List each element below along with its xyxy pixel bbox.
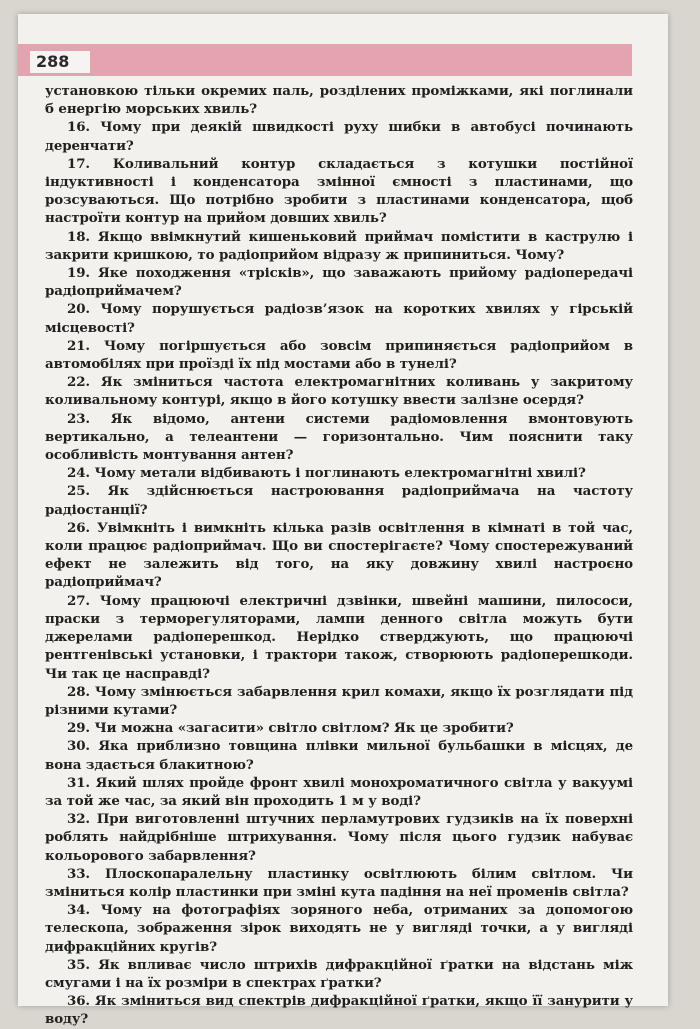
question-17: 17. Коливальний контур складається з котушки постійної індуктивності і конденсатора змінної ємності з пластинами, що розсуваються. Що потрібно зробити з пластинами конденсатора, щоб настроїти контур на прийом довших хвиль? — [45, 155, 633, 227]
question-33: 33. Плоскопаралельну пластинку освітлюють білим світлом. Чи зміниться колір пластинки при зміні кута падіння на неї променів світла? — [45, 865, 633, 900]
question-26: 26. Увімкніть і вимкніть кілька разів освітлення в кімнаті в той час, коли працює радіоприймач. Що ви спостерігаєте? Чому спостережуваний ефект не залежить від того, на яку довжину хвилі настроєно радіоприймач? — [45, 519, 633, 591]
question-35: 35. Як впливає число штрихів дифракційної ґратки на відстань між смугами і на їх розміри в спектрах ґратки? — [45, 956, 633, 991]
question-34: 34. Чому на фотографіях зоряного неба, отриманих за допомогою телескопа, зображення зірок виходять не у вигляді точки, а у вигляді дифракційних кругів? — [45, 902, 633, 955]
question-29: 29. Чи можна «загасити» світло світлом? Як це зробити? — [67, 720, 514, 737]
question-31: 31. Який шлях пройде фронт хвилі монохроматичного світла у вакуумі за той же час, за який він проходить 1 м у воді? — [45, 774, 633, 809]
paragraph-continuation: установкою тільки окремих паль, розділених проміжками, які поглинали б енергію морських хвиль? — [45, 83, 633, 118]
question-25: 25. Як здійснюється настроювання радіоприймача на частоту радіостанції? — [45, 483, 633, 518]
question-19: 19. Яке походження «трісків», що заважають прийому радіопередачі радіоприймачем? — [45, 265, 633, 300]
question-22: 22. Як зміниться частота електромагнітних коливань у закритому коливальному контурі, якщо в його котушку ввести залізне осердя? — [45, 374, 633, 409]
question-30: 30. Яка приблизно товщина плівки мильної бульбашки в місцях, де вона здається блакитною? — [45, 738, 633, 773]
page-number: 288 — [30, 51, 90, 73]
question-21: 21. Чому погіршується або зовсім припиняється радіоприйом в автомобілях при проїзді їх під мостами або в тунелі? — [45, 337, 633, 373]
page-header-bar — [18, 44, 632, 76]
question-27: 27. Чому працюючі електричні дзвінки, швейні машини, пилососи, праски з терморегуляторами, лампи денного світла можуть бути джерелами радіоперешкод. Нерідко стверджують, що працюючі рентгенівські установки, і трактори також, створюють радіоперешкоди. Чи так це насправді? — [45, 592, 633, 682]
question-18: 18. Якщо ввімкнутий кишеньковий приймач помістити в каструлю і закрити кришкою, то радіоприйом відразу ж припиниться. Чому? — [45, 228, 633, 263]
question-36: 36. Як зміниться вид спектрів дифракційної ґратки, якщо її занурити у воду? — [45, 993, 633, 1028]
question-16: 16. Чому при деякій швидкості руху шибки в автобусі починають деренчати? — [45, 119, 633, 154]
question-28: 28. Чому змінюється забарвлення крил комахи, якщо їх розглядати під різними кутами? — [45, 683, 633, 718]
question-32: 32. При виготовленні штучних перламутрових гудзиків на їх поверхні роблять найдрібніше штрихування. Чому після цього гудзик набуває кольорового забарвлення? — [45, 811, 633, 864]
question-24: 24. Чому метали відбивають і поглинають електромагнітні хвилі? — [67, 465, 586, 482]
question-23: 23. Як відомо, антени системи радіомовлення вмонтовують вертикально, а телеантени — горизонтально. Чим пояснити таку особливість монтування антен? — [45, 410, 633, 464]
question-20: 20. Чому порушується радіозв’язок на коротких хвилях у гірській місцевості? — [45, 301, 633, 336]
page-text — [45, 82, 633, 1029]
